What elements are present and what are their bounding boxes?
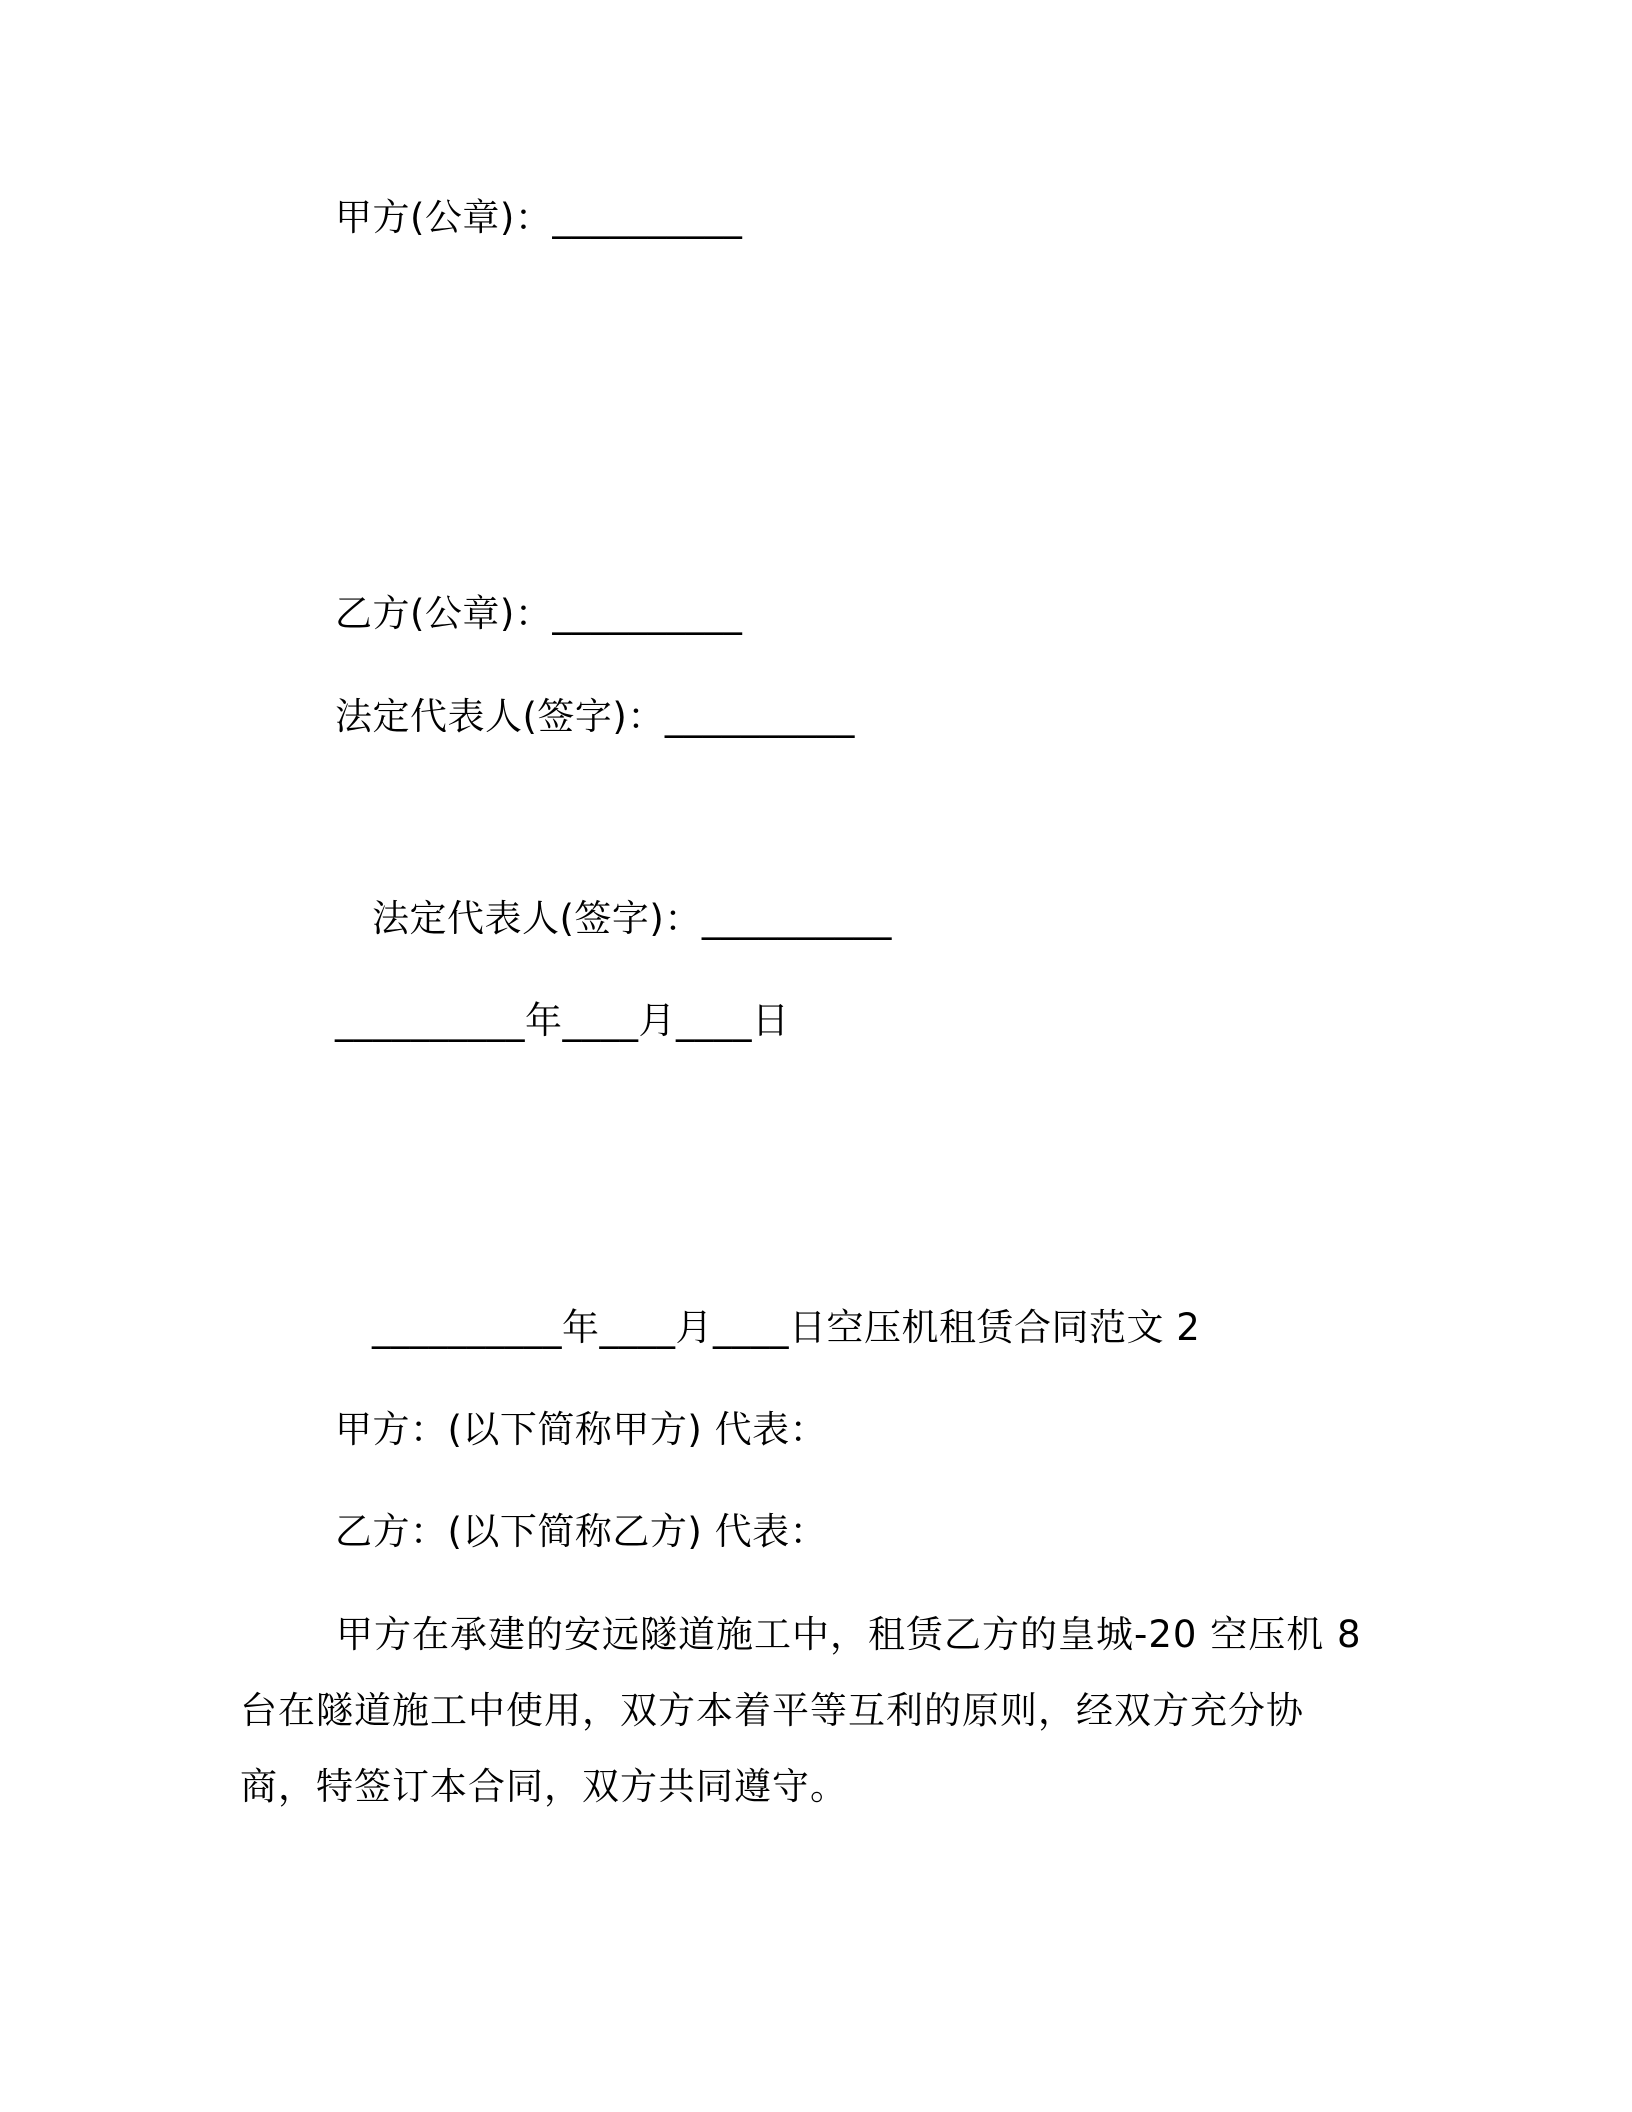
legal-rep-signature-line: 法定代表人(签字)：__________ — [335, 695, 855, 738]
date-line: __________年____月____日 — [335, 999, 790, 1042]
party-a-intro: 甲方：(以下简称甲方) 代表： — [335, 1408, 828, 1451]
intro-paragraph: 甲方在承建的安远隧道施工中，租赁乙方的皇城-20 空压机 8 台在隧道施工中使用，双方本着平等互利的原则，经双方充分协商，特签订本合同，双方共同遵守。 — [240, 1613, 1362, 1808]
party-b-intro: 乙方：(以下简称乙方) 代表： — [335, 1510, 828, 1553]
contract-title: __________年____月____日空压机租赁合同范文 2 — [372, 1306, 1201, 1349]
legal-rep-signature-line-2: 法定代表人(签字)：__________ — [372, 897, 892, 940]
party-b-seal-line: 乙方(公章)：__________ — [335, 592, 743, 635]
party-a-seal-line: 甲方(公章)：__________ — [335, 196, 743, 239]
